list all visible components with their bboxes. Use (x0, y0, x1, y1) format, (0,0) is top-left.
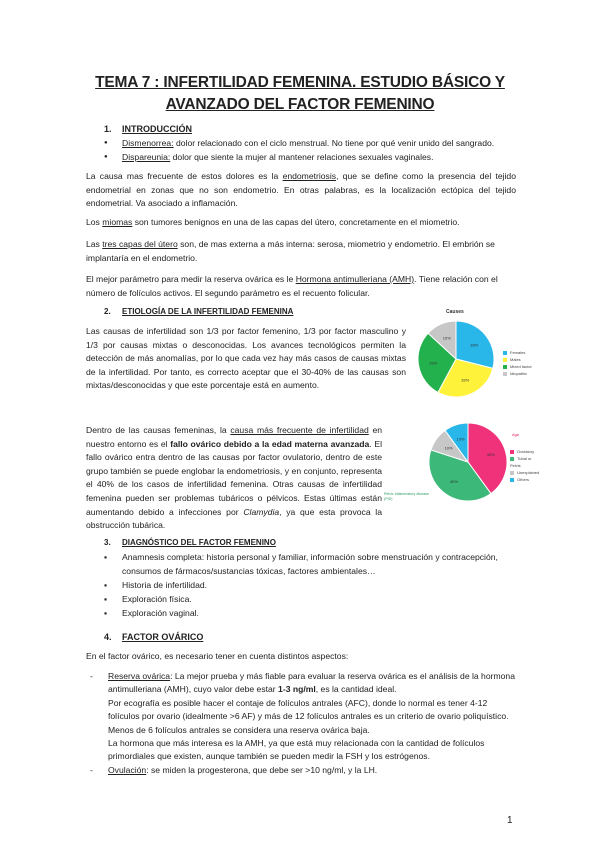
list-item (90, 764, 518, 777)
list-item (104, 606, 524, 620)
section-number: 1. (104, 124, 112, 134)
legend-swatch (510, 471, 514, 475)
emphasis: 1-3 ng/ml (278, 684, 316, 695)
list-item (104, 578, 524, 592)
sub-paragraph: La hormona que más interesa es la AMH, ya que está muy relacionada con la cantidad de folículos primordiales que existen, aunque también se pueden medir la FSH y los estrógenos. (108, 738, 485, 762)
text: en nuestro entorno es el (86, 425, 382, 449)
chart-svg (428, 418, 508, 504)
text: son, de mas externa a más interna: serosa, miometrio y endometrio. El embrión se implantaría en el endometrio. (86, 239, 495, 263)
legend-label: Unexplained (517, 470, 540, 475)
term: Reserva ovárica (108, 671, 171, 681)
chart-title: Causes (446, 309, 464, 315)
text: . El fallo ovárico entra dentro de las causas por factor ovulatorio, dentro de este grupo también se puede englobar la endometriosis, y en conjunto, representa el 40% de los casos de infertilidad femenina. Otras causas de infertilidad femenina pueden ser problemas tubáricos o pélvicos. Estas últimas están aumentando debido a infecciones por (86, 438, 382, 517)
section-title: DIAGNÓSTICO DEL FACTOR FEMENINO (122, 538, 276, 547)
list-item (104, 136, 524, 150)
section-number: 4. (104, 632, 112, 642)
paragraph-causas-femeninas (86, 424, 382, 533)
emphasis: fallo ovárico debido a la edad materna avanzada (170, 438, 370, 449)
square-bullet-icon: ▪ (104, 552, 108, 562)
text: El mejor parámetro para medir la reserva ovárica es le (86, 274, 296, 284)
term-link: tres capas del útero (102, 239, 178, 249)
square-bullet-icon: ▪ (104, 580, 108, 590)
slice-data-label: 40% (449, 478, 458, 484)
page-number: 1 (507, 815, 513, 826)
legend-label: Mixed factor (510, 364, 532, 369)
legend-entry (503, 356, 532, 363)
section-heading-intro (104, 124, 192, 134)
section-number: 2. (104, 307, 111, 316)
legend-swatch (503, 351, 507, 355)
document-title (60, 72, 540, 116)
section-heading-etiologia (104, 307, 293, 316)
intro-bullet-list (104, 136, 524, 164)
annotation-pid: Pelvic Inflammatory disease (PID) (384, 492, 429, 501)
legend-entry (503, 363, 532, 370)
square-bullet-icon: ▪ (104, 608, 108, 618)
list-item (104, 550, 524, 578)
text: , es la cantidad ideal. (315, 684, 397, 695)
list-item (104, 150, 524, 164)
annotation-age: Age (512, 432, 520, 437)
text: son tumores benignos en una de las capas del útero, concretamente en el miometrio. (132, 217, 460, 227)
term: Dismenorrea: (122, 138, 174, 148)
ovarian-aspects-list (90, 670, 518, 777)
legend-entry (510, 476, 540, 483)
paragraph-amh (86, 273, 518, 300)
section-title: INTRODUCCIÓN (122, 124, 192, 134)
term-link: causa más frecuente de infertilidad (230, 425, 369, 435)
legend-entry (510, 469, 540, 476)
section-heading-diagnostico (104, 538, 276, 547)
item-text: Historia de infertilidad. (122, 580, 208, 590)
term-link: endometriosis (282, 171, 337, 181)
legend-label: Females (510, 350, 526, 355)
list-item (104, 592, 524, 606)
square-bullet-icon: ▪ (104, 594, 108, 604)
legend-entry (510, 455, 540, 469)
legend-entry (503, 349, 532, 356)
slice-data-label: 33% (429, 360, 438, 366)
slice-data-label: 10% (444, 445, 453, 451)
section-heading-factor-ovarico (104, 632, 203, 642)
text: La causa mas frecuente de estos dolores es la (86, 171, 283, 181)
term: Dispareunia: (122, 152, 171, 162)
legend-swatch (510, 450, 514, 454)
term-link: Hormona antimulleriana (AMH) (295, 274, 415, 284)
legend-label: Others (517, 477, 530, 482)
paragraph-miomas (86, 216, 516, 230)
legend-label: Tubal or Pelvis (510, 456, 532, 468)
item-text: Exploración vaginal. (122, 608, 199, 618)
title-line-1: TEMA 7 : INFERTILIDAD FEMENINA. ESTUDIO BÁSICO Y (95, 74, 505, 91)
paragraph-endometriosis (86, 170, 516, 211)
slice-data-label: 33% (461, 377, 470, 383)
definition: dolor que siente la mujer al mantener relaciones sexuales vaginales. (170, 152, 434, 162)
text: . Tiene relación con el número de folículos activos. El segundo parámetro es el recuento folicular. (86, 274, 498, 298)
legend-entry (503, 370, 532, 377)
text: , que se define como la presencia del tejido endometrial en zonas que no son endometrio. En otras palabras, es la localización ectópica del tejido endometrial. Va asociado a inflamación. (86, 171, 516, 209)
legend-swatch (503, 358, 507, 362)
item-text: Anamnesis completa: historia personal y familiar, información sobre menstruación y contracepción, consumos de fármacos/sustancias tóxicas, factores ambientales… (122, 552, 498, 576)
title-line-2: AVANZADO DEL FACTOR FEMENINO (165, 96, 435, 113)
text: Dentro de las causas femeninas, la (86, 425, 231, 435)
text: Los (86, 217, 103, 227)
slice-data-label: 33% (470, 342, 479, 348)
slice-data-label: 10% (456, 436, 465, 442)
text: Las (86, 239, 103, 249)
dash-bullet: - (90, 764, 93, 775)
species-name: Clamydia (243, 506, 280, 517)
section-title: ETIOLOGÍA DE LA INFERTILIDAD FEMENINA (122, 307, 294, 316)
term-link: miomas (102, 217, 133, 227)
section-number: 3. (104, 538, 111, 547)
legend-label: Idiopathic (510, 371, 528, 376)
text: : se miden la progesterona, que debe ser >10 ng/ml, y la LH. (146, 764, 378, 775)
pie-chart-female-causes (384, 418, 540, 510)
chart-svg (410, 317, 502, 401)
term: Ovulación (108, 764, 147, 775)
paragraph-factor-ovarico: En el factor ovárico, es necesario tener en cuenta distintos aspectos: (86, 651, 349, 661)
text: : La mejor prueba y más fiable para evaluar la reserva ovárica es el análisis de la hormona antimulleriana (AMH), cuyo valor debe estar (108, 671, 515, 695)
slice-data-label: 15% (442, 335, 451, 341)
list-item (90, 670, 518, 764)
sub-paragraph: Por ecografía es posible hacer el contaje de folículos antrales (AFC), donde lo normal es tener 4-12 folículos por ovario (idealmente >6 AF) y más de 12 folículos antrales es un criterio de ovario poliquístico. Menos de 6 folículos antrales se considera una reserva ovárica baja. (108, 697, 509, 735)
section-title: FACTOR OVÁRICO (122, 632, 204, 642)
diagnostic-list (104, 550, 524, 620)
text: , ya que esta provoca la obstrucción tubárica. (86, 506, 382, 531)
dash-bullet: - (90, 671, 93, 681)
legend-label: Males (510, 357, 521, 362)
legend-swatch (510, 478, 514, 482)
legend-swatch (503, 365, 507, 369)
legend-entry (510, 448, 540, 455)
item-text: Exploración física. (122, 594, 192, 604)
pie-chart-causes (410, 309, 540, 401)
chart-legend (510, 448, 540, 483)
bullet-icon: ● (104, 154, 108, 160)
legend-swatch (510, 457, 514, 461)
paragraph-causas-infertilidad: Las causas de infertilidad son 1/3 por factor femenino, 1/3 por factor masculino y 1/3 por causas mixtas o desconocidas. Los avances tecnológicos permiten la detección de más anomalías, por lo que cada vez hay más casos de causas mixtas de la infertilidad. Por tanto, es correcto aceptar que el 30-40% de las causas son mixtas/desconocidas y que este porcentaje está en aumento. (86, 326, 406, 391)
chart-legend (503, 349, 532, 377)
bullet-icon: ● (104, 140, 108, 146)
legend-swatch (503, 372, 507, 376)
definition: dolor relacionado con el ciclo menstrual. No tiene por qué venir unido del sangrado. (173, 138, 495, 148)
paragraph-capas-utero (86, 238, 518, 265)
legend-label: Ovulatory (517, 449, 535, 454)
slice-data-label: 40% (486, 452, 495, 458)
